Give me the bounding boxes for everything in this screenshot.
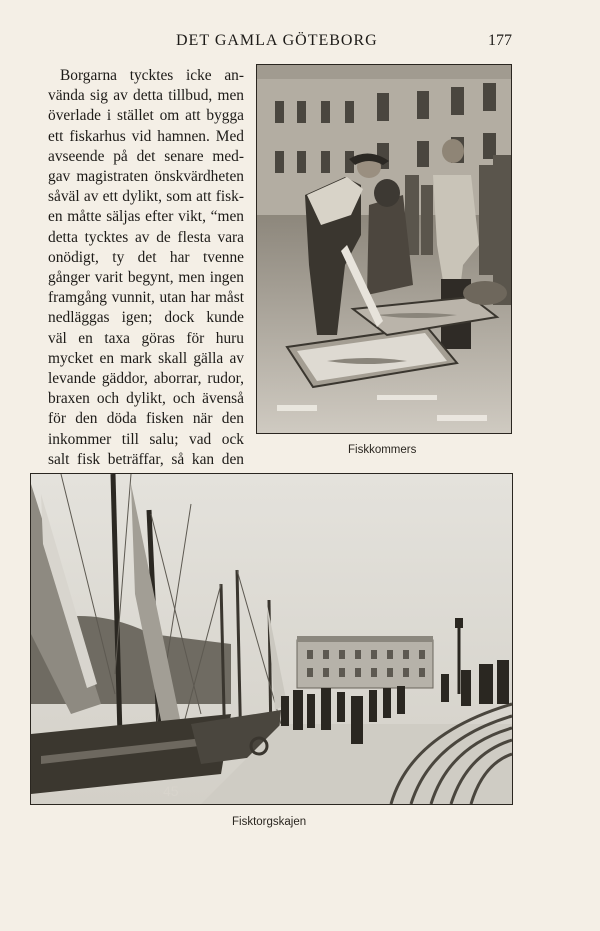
text-line: levande gäddor, aborrar, rudor, <box>48 370 244 388</box>
text-line: avseende på det senare med- <box>48 147 244 165</box>
text-line: detta tycktes av de flesta vara <box>48 228 244 246</box>
photo-fish-market-icon <box>257 65 511 433</box>
text-line: gav magistraten önskvärdheten <box>48 168 244 186</box>
photo-fish-market <box>256 64 512 434</box>
caption-fish-market: Fiskkommers <box>348 444 417 456</box>
photo-harbor-quay <box>30 473 513 805</box>
text-line: såväl av ett dylikt, som att fisk- <box>48 188 244 206</box>
text-line: gånger varit begynt, men ingen <box>48 269 244 287</box>
page-number: 177 <box>488 32 512 49</box>
text-line: nedläggas igen; dock kunde <box>48 309 244 327</box>
text-line: mycket en mark skall gälla av <box>48 349 244 367</box>
text-line: salt fisk beträffar, så kan den <box>48 450 244 468</box>
body-text <box>48 66 244 470</box>
text-line: framgång vunnit, utan har måst <box>48 289 244 307</box>
text-line: inkommer till salu; vad ock <box>48 430 244 448</box>
svg-text:45: 45 <box>163 783 179 799</box>
text-line: en måtte säljas efter vikt, “men <box>48 208 244 226</box>
text-line: braxen och dylikt, och ävenså <box>48 390 244 408</box>
text-line: Borgarna tycktes icke an- <box>60 67 244 84</box>
text-line: onödigt, ty det har tvenne <box>48 248 244 266</box>
text-line: väl en taxa göras för huru <box>48 329 244 347</box>
page-header <box>0 32 600 52</box>
text-line: ett fiskarhus vid hamnen. Med <box>48 127 244 145</box>
photo-harbor-quay-icon <box>31 474 512 804</box>
text-line: överlade i stället om att bygga <box>48 107 244 125</box>
text-line: vända sig av detta tillbud, men <box>48 87 244 105</box>
running-title: DET GAMLA GÖTEBORG <box>176 32 378 49</box>
text-line: för den döda fisken när den <box>48 410 244 428</box>
caption-harbor-quay: Fisktorgskajen <box>232 816 307 828</box>
